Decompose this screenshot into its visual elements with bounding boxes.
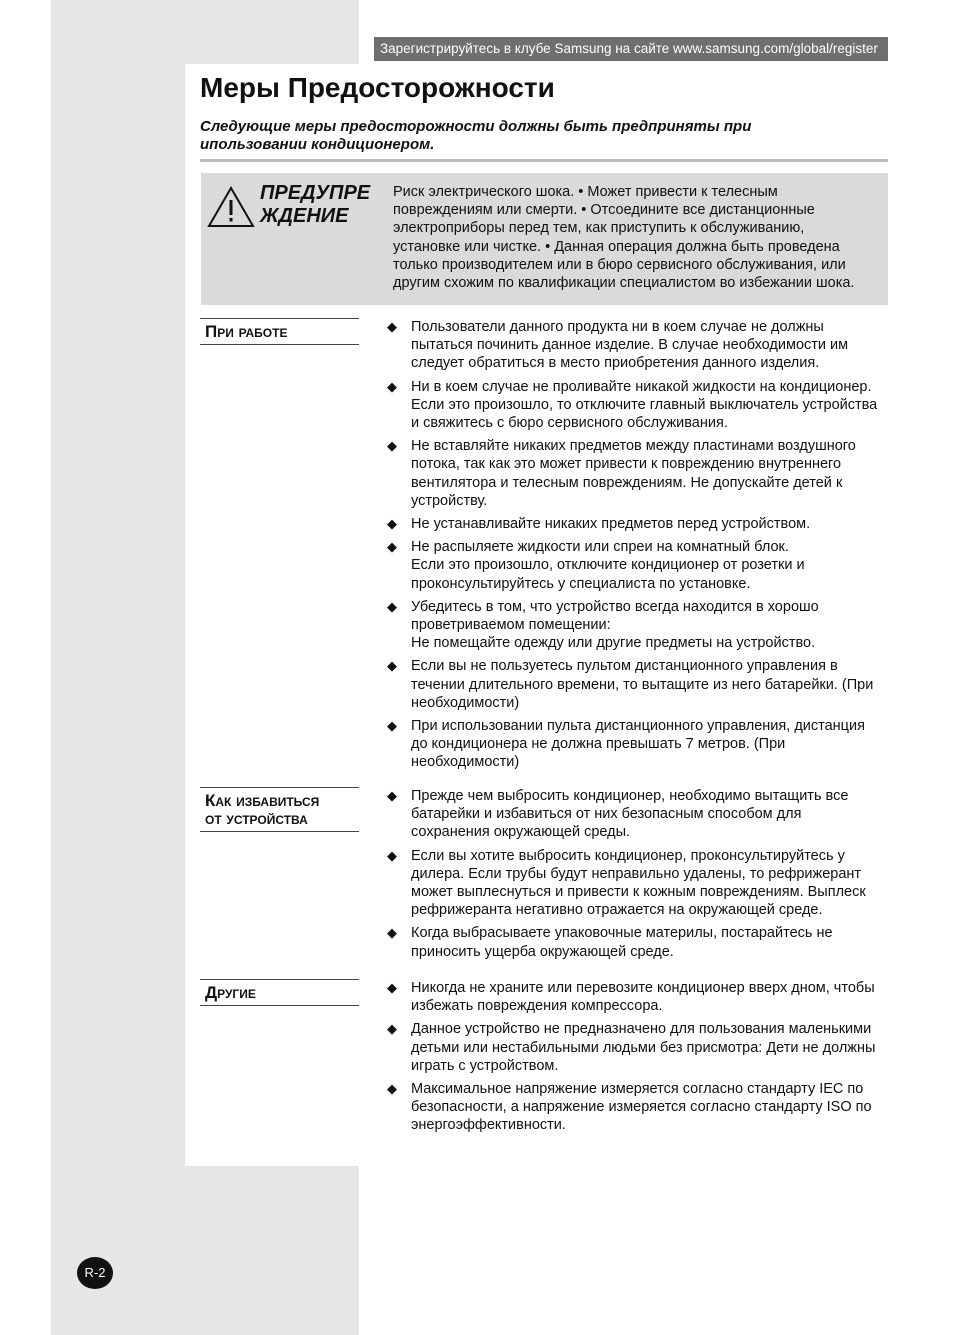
list-item: ◆ Данное устройство не предназначено для пользования маленькими детьми или нестабильными людьми без присмотра: Дети не должны играть с устройством. <box>387 1021 876 1074</box>
bullet-diamond-icon: ◆ <box>387 539 397 555</box>
warning-label-line2: ЖДЕНИЕ <box>260 205 349 227</box>
bullet-diamond-icon: ◆ <box>387 598 397 614</box>
list-item: ◆ Максимальное напряжение измеряется согласно стандарту IEC по безопасности, а напряжение измеряется согласно стандарту ISO по энергоэффективности. <box>387 1081 872 1134</box>
list-item: ◆ Если вы хотите выбросить кондиционер, проконсультируйтесь у дилера. Если трубы будут неправильно удалены, то рефрижерант может выплеснуться и привести к кожным повреждениям. Выплеск рефрижеранта негативно отражается на окружающей среде. <box>387 847 866 919</box>
warning-text: Риск электрического шока. • Может привести к телесным повреждениям или смерти. • Отсоедините все дистанционные электроприборы перед тем, как приступить к обслуживанию, установке или чистке. • Данная операция должна быть проведена только производителем или в бюро сервисного обслуживания, или другим схожим по квалификации специалистом во избежании шока. <box>393 184 855 292</box>
bullet-diamond-icon: ◆ <box>387 1021 397 1037</box>
section-heading-other <box>200 979 359 1006</box>
list-item: ◆ Пользователи данного продукта ни в коем случае не должны пытаться починить данное изделие. В случае необходимости им следует обратиться в место приобретения данного изделия. <box>387 319 849 372</box>
register-banner: Зарегистрируйтесь в клубе Samsung на сайте www.samsung.com/global/register <box>374 37 888 61</box>
bullet-diamond-icon: ◆ <box>387 516 397 532</box>
page-subtitle: Следующие меры предосторожности должны быть предприняты при ипользовании кондиционером. <box>200 118 752 153</box>
list-item: ◆ Убедитесь в том, что устройство всегда находится в хорошо проветриваемом помещении: Не помещайте одежду или другие предметы на устройство. <box>387 598 819 652</box>
bullet-diamond-icon: ◆ <box>387 925 397 941</box>
list-item: ◆ Не вставляйте никаких предметов между пластинами воздушного потока, так как это может привести к повреждению внутреннего вентилятора и телесным повреждениям. Не допускайте детей к устройству. <box>387 438 856 509</box>
bullet-diamond-icon: ◆ <box>387 1081 397 1097</box>
warning-label <box>260 182 380 228</box>
bullet-diamond-icon: ◆ <box>387 718 397 734</box>
section-list-other <box>387 979 882 1140</box>
bullet-diamond-icon: ◆ <box>387 847 397 863</box>
list-item: ◆ Когда выбрасываете упаковочные материлы, постарайтесь не приносить ущерба окружающей среде. <box>387 925 833 960</box>
section-list-operation <box>387 318 882 777</box>
section-heading-disposal <box>200 787 359 832</box>
warning-label-line1: ПРЕДУПРЕ <box>260 182 371 204</box>
warning-triangle-icon <box>207 185 255 229</box>
bullet-diamond-icon: ◆ <box>387 319 397 334</box>
bullet-diamond-icon: ◆ <box>387 378 397 394</box>
bullet-diamond-icon: ◆ <box>387 980 397 995</box>
section-list-disposal <box>387 787 882 966</box>
list-item: ◆ Ни в коем случае не проливайте никакой жидкости на кондиционер. Если это произошло, то отключите главный выключатель устройства и свяжитесь с бюро сервисного обслуживания. <box>387 378 878 432</box>
title-divider <box>200 159 888 162</box>
list-item: ◆ При использовании пульта дистанционного управления, дистанция до кондиционера не должна превышать 7 метров. (При необходимости) <box>387 718 865 771</box>
bullet-diamond-icon: ◆ <box>387 438 397 454</box>
list-item: ◆ Прежде чем выбросить кондиционер, необходимо вытащить все батарейки и избавиться от них безопасным способом для сохранения окружающей среды. <box>387 788 849 841</box>
list-item: ◆ Не распыляете жидкости или спреи на комнатный блок. Если это произошло, отключите кондиционер от розетки и проконсультируйтесь у специалиста по установке. <box>387 539 805 592</box>
section-heading-text: При работе <box>205 322 288 341</box>
section-heading-text: Другие <box>205 983 256 1002</box>
section-heading-text-line2: от устройства <box>205 809 308 828</box>
list-item: ◆ Никогда не храните или перевозите кондиционер вверх дном, чтобы избежать повреждения компрессора. <box>387 980 875 1015</box>
warning-box <box>201 173 888 305</box>
list-item: ◆ Если вы не пользуетесь пультом дистанционного управления в течении длительного времени, то вытащите из него батарейки. (При необходимости) <box>387 658 874 711</box>
bullet-diamond-icon: ◆ <box>387 788 397 803</box>
section-heading-operation <box>200 318 359 345</box>
page-title: Меры Предосторожности <box>200 72 555 103</box>
page-number-badge: R-2 <box>77 1257 113 1289</box>
section-heading-text-line1: Как избавиться <box>205 791 320 810</box>
list-item: ◆ Не устанавливайте никаких предметов перед устройством. <box>387 516 811 533</box>
bullet-diamond-icon: ◆ <box>387 658 397 674</box>
